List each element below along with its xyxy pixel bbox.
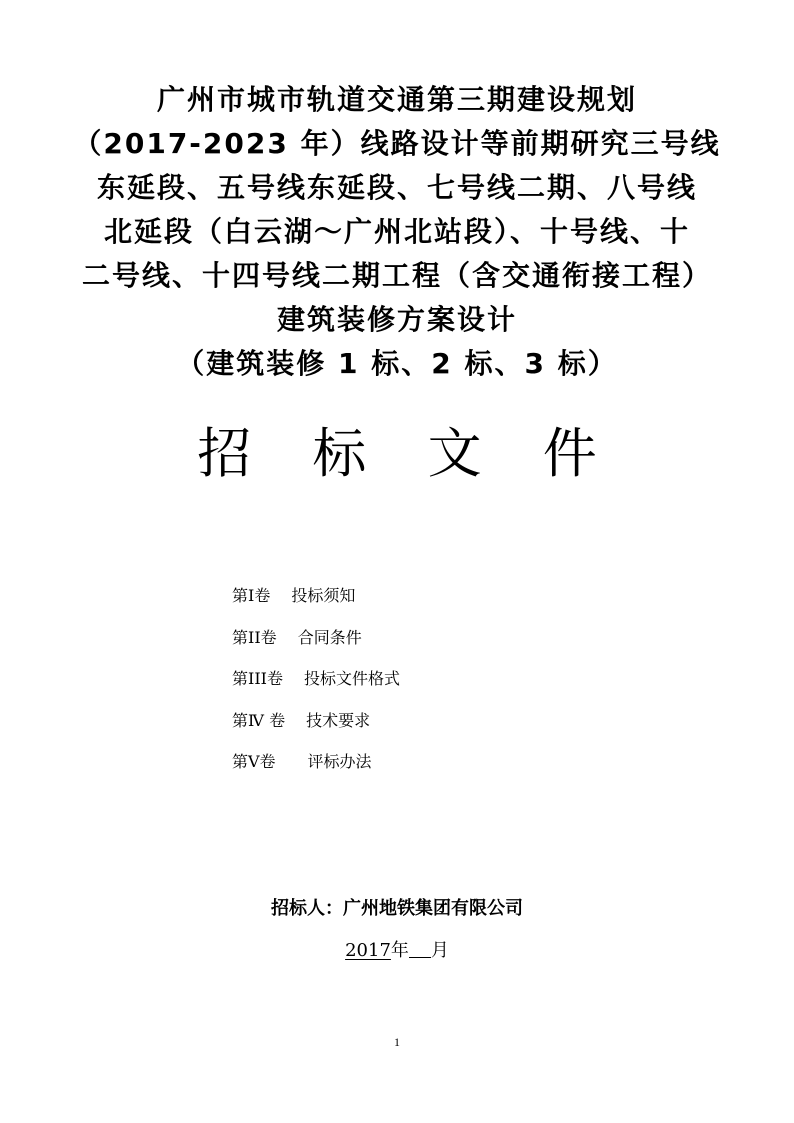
title-line-4: 北延段（白云湖～广州北站段）、十号线、十	[103, 215, 690, 248]
title-line-2: （2017-2023 年）线路设计等前期研究三号线	[73, 127, 721, 160]
date-month-suffix: 月	[430, 940, 449, 961]
project-title	[60, 78, 734, 386]
document-type-heading: 招 标 文 件	[197, 422, 619, 485]
issuer-line: 招标人：广州地铁集团有限公司	[271, 898, 523, 919]
title-line-5: 二号线、十四号线二期工程（含交通衔接工程）	[81, 259, 712, 292]
volume-item-5: 第Ⅴ卷 评标办法	[232, 752, 372, 771]
month-blank	[409, 937, 431, 958]
date-year: 2017	[345, 940, 391, 961]
page-number: 1	[394, 1035, 400, 1049]
title-line-7: （建筑装修 1 标、2 标、3 标）	[176, 347, 618, 380]
date-year-suffix: 年	[390, 940, 409, 961]
volume-item-4: 第Ⅳ 卷 技术要求	[232, 710, 371, 730]
volume-list	[232, 584, 632, 792]
title-line-6: 建筑装修方案设计	[276, 303, 517, 336]
date-line	[0, 936, 794, 966]
title-line-3: 东延段、五号线东延段、七号线二期、八号线	[96, 171, 697, 204]
volume-item-2: 第II卷 合同条件	[232, 627, 362, 647]
volume-item-3: 第III卷 投标文件格式	[232, 669, 401, 688]
volume-item-1: 第Ⅰ卷 投标须知	[232, 586, 356, 605]
title-line-1: 广州市城市轨道交通第三期建设规划	[156, 83, 637, 116]
